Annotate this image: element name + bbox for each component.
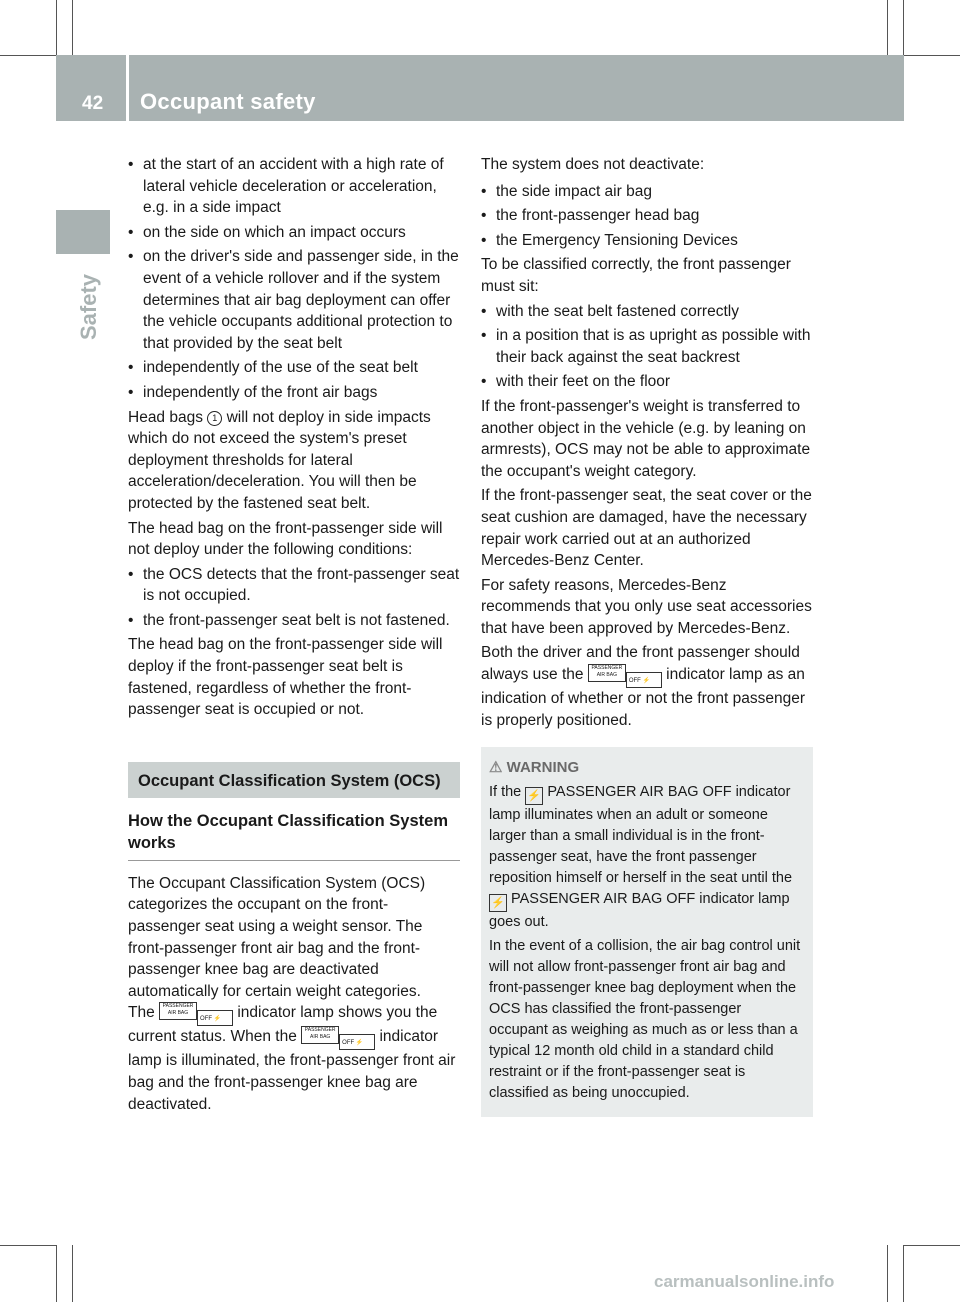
airbag-off-seat-icon: ⚡	[525, 787, 543, 805]
warning-triangle-icon: ⚠	[489, 759, 503, 777]
list-item: • the front-passenger seat belt is not fastened.	[128, 611, 450, 629]
list-item: • independently of the front air bags	[128, 383, 378, 401]
bullet-list	[128, 564, 460, 632]
list-item: • on the driver's side and passenger side, in the event of a vehicle rollover and if the system determines that air bag deployment can offer the vehicle occupants additional protection to that provided by the seat belt	[128, 248, 459, 352]
warning-box	[481, 747, 813, 1117]
paragraph: The system does not deactivate:	[481, 156, 705, 173]
list-item: • the OCS detects that the front-passenger seat is not occupied.	[128, 565, 460, 605]
paragraph: If the front-passenger's weight is transferred to another object in the vehicle (e.g. by leaning on armrests), OCS may not be able to approximate the occupant's weight category.	[481, 397, 811, 480]
airbag-off-lamp-icon: OFF ⚡	[197, 1010, 233, 1026]
crop-mark	[0, 55, 56, 56]
left-column	[128, 154, 460, 1118]
crop-mark	[903, 1245, 904, 1302]
page-number: 42	[82, 93, 104, 114]
side-tab-block	[56, 210, 110, 254]
bullet-list	[481, 181, 813, 252]
crop-mark	[56, 1245, 57, 1302]
paragraph: The head bag on the front-passenger side will deploy if the front-passenger seat belt is fastened, regardless of whether the front-passenger seat is occupied or not.	[128, 636, 443, 719]
list-item: • on the side on which an impact occurs	[128, 223, 406, 241]
list-item: • with the seat belt fastened correctly	[481, 302, 739, 320]
bullet-list	[128, 154, 460, 404]
paragraph: Head bags 1 will not deploy in side impacts which do not exceed the system's preset deployment thresholds for lateral acceleration/deceleration. You will then be protected by the fastened seat belt.	[128, 408, 431, 512]
list-item: • in a position that is as upright as possible with their back against the seat backrest	[481, 327, 811, 366]
header-separator	[126, 55, 129, 121]
paragraph: If the front-passenger seat, the seat cover or the seat cushion are damaged, have the necessary repair work carried out at an authorized Mercedes-Benz Center.	[481, 487, 812, 570]
paragraph: The Occupant Classification System (OCS) categorizes the occupant on the front-passenger seat using a weight sensor. The front-passenger front air bag and the front-passenger knee bag are deactivated automatically for certain weight categories.	[128, 874, 426, 1000]
watermark: carmanualsonline.info	[654, 1272, 835, 1291]
section-title: Occupant safety	[140, 89, 316, 114]
crop-mark	[0, 1245, 56, 1246]
side-section-label: Safety	[76, 273, 101, 340]
subheading: How the Occupant Classification System works	[128, 810, 460, 861]
paragraph: The PASSENGER AIR BAGOFF ⚡ indicator lamp shows you the current status. When the PASSENGER AIR BAGOFF ⚡ indicator lamp is illuminated, the front-passenger front air bag and the front-passenger knee bag are deactivated.	[128, 1003, 456, 1113]
crop-mark	[887, 1245, 888, 1302]
airbag-off-lamp-icon: OFF ⚡	[626, 672, 662, 688]
paragraph: The head bag on the front-passenger side will not deploy under the following conditions:	[128, 519, 443, 559]
list-item: • the front-passenger head bag	[481, 207, 700, 225]
list-item: • independently of the use of the seat belt	[128, 359, 418, 377]
crop-mark	[72, 1245, 73, 1302]
list-item: • the Emergency Tensioning Devices	[481, 231, 738, 249]
crop-mark	[72, 0, 73, 55]
list-item: • with their feet on the floor	[481, 373, 671, 391]
crop-mark	[56, 0, 57, 55]
bullet-list	[481, 301, 813, 393]
paragraph: For safety reasons, Mercedes-Benz recommends that you only use seat accessories that have been approved by Mercedes-Benz.	[481, 576, 812, 637]
crop-mark	[904, 1245, 960, 1246]
crop-mark	[887, 0, 888, 55]
crop-mark	[903, 0, 904, 55]
passenger-airbag-lamp-icon: PASSENGER AIR BAG	[588, 664, 626, 682]
paragraph: Both the driver and the front passenger should always use the PASSENGER AIR BAGOFF ⚡ indicator lamp as an indication of whether or not the front passenger is properly positioned.	[481, 644, 805, 729]
list-item: • the side impact air bag	[481, 182, 652, 200]
crop-mark	[904, 55, 960, 56]
paragraph: To be classified correctly, the front passenger must sit:	[481, 256, 791, 295]
passenger-airbag-lamp-icon: PASSENGER AIR BAG	[159, 1002, 197, 1020]
airbag-off-lamp-icon: OFF ⚡	[339, 1034, 375, 1050]
warning-paragraph: In the event of a collision, the air bag control unit will not allow front-passenger front air bag and front-passenger knee bag deployment when the OCS has classified the front-passenger occupant as weighing as much as or less than a typical 12 month old child in a standard child restraint or if the front-passenger seat is classified as being unoccupied.	[489, 938, 801, 1102]
warning-paragraph: If the ⚡ PASSENGER AIR BAG OFF indicator lamp illuminates when an adult or someone larger than a small individual is in the front-passenger seat, have the front passenger reposition himself or herself in the seat until the ⚡ PASSENGER AIR BAG OFF indicator lamp goes out.	[489, 784, 793, 931]
callout-marker: 1	[207, 411, 222, 426]
right-column	[481, 154, 813, 1117]
list-item: • at the start of an accident with a high rate of lateral vehicle deceleration or acceleration, e.g. in a side impact	[128, 156, 444, 217]
airbag-off-seat-icon: ⚡	[489, 894, 507, 912]
section-heading-box: Occupant Classification System (OCS)	[128, 762, 460, 798]
passenger-airbag-lamp-icon: PASSENGER AIR BAG	[301, 1026, 339, 1044]
warning-title: ⚠ WARNING	[489, 759, 580, 777]
